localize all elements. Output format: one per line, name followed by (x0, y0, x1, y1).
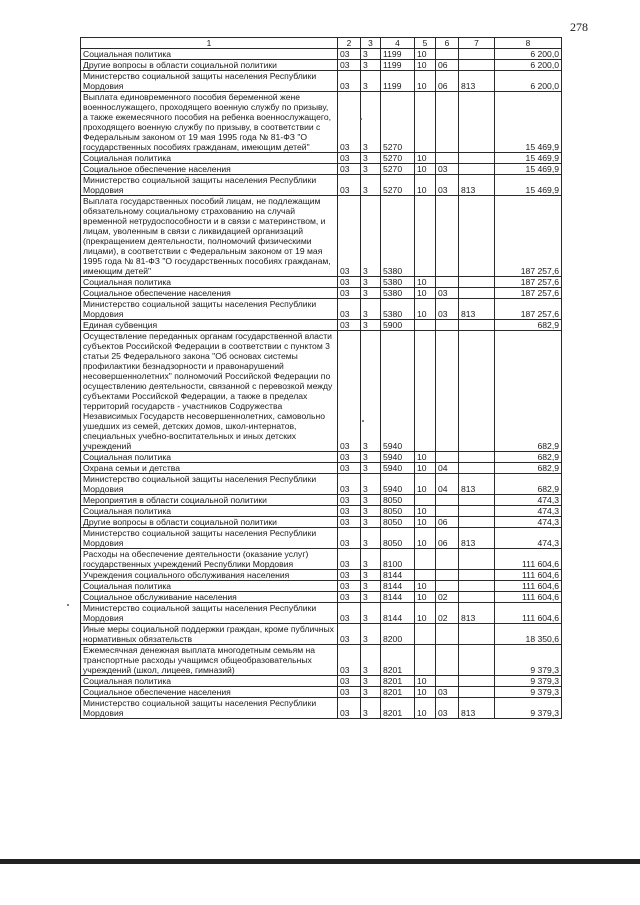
row-name-cell: Выплата единовременного пособия беременной жене военнослужащего, проходящего военную службу по призыву, а также ежемесячного пособия на ребенка военнослужащего, проходящего военную службу по призыву, в соответствии с Федеральным законом от 19 мая 1995 года № 81-ФЗ "О государственных пособиях гражданам, имеющим детей" (81, 92, 338, 153)
code-4-cell: 5270 (381, 153, 415, 164)
code-5-cell: 10 (415, 474, 436, 495)
row-name-cell: Социальная политика (81, 581, 338, 592)
code-4-cell: 8144 (381, 592, 415, 603)
table-row (81, 474, 562, 495)
code-3-cell: 3 (361, 698, 381, 719)
code-5-cell: 10 (415, 676, 436, 687)
code-4-cell: 5380 (381, 288, 415, 299)
code-7-cell (459, 495, 495, 506)
code-4-cell: 8201 (381, 645, 415, 676)
code-5-cell: 10 (415, 463, 436, 474)
amount-cell: 9 379,3 (495, 687, 562, 698)
code-5-cell (415, 570, 436, 581)
code-7-cell (459, 49, 495, 60)
code-7-cell (459, 60, 495, 71)
table-row (81, 452, 562, 463)
table-row (81, 277, 562, 288)
code-6-cell: 02 (436, 603, 459, 624)
code-6-cell: 06 (436, 71, 459, 92)
column-header-7: 7 (459, 38, 495, 49)
row-name-cell: Социальная политика (81, 277, 338, 288)
code-5-cell: 10 (415, 687, 436, 698)
code-5-cell: 10 (415, 175, 436, 196)
code-3-cell: 3 (361, 331, 381, 452)
amount-cell: 474,3 (495, 506, 562, 517)
code-6-cell (436, 49, 459, 60)
code-3-cell: 3 (361, 603, 381, 624)
code-3-cell: 3 (361, 474, 381, 495)
amount-cell: 111 604,6 (495, 549, 562, 570)
code-6-cell (436, 277, 459, 288)
row-name-cell: Министерство социальной защиты населения Республики Мордовия (81, 698, 338, 719)
table-row (81, 592, 562, 603)
table-row (81, 288, 562, 299)
code-5-cell: 10 (415, 60, 436, 71)
code-5-cell (415, 495, 436, 506)
code-4-cell: 5940 (381, 463, 415, 474)
code-3-cell: 3 (361, 549, 381, 570)
code-7-cell (459, 517, 495, 528)
code-6-cell (436, 570, 459, 581)
code-4-cell: 8200 (381, 624, 415, 645)
row-name-cell: Социальная политика (81, 676, 338, 687)
code-6-cell (436, 331, 459, 452)
code-3-cell: 3 (361, 676, 381, 687)
scan-speck (360, 118, 362, 120)
code-7-cell (459, 463, 495, 474)
code-6-cell: 03 (436, 164, 459, 175)
row-name-cell: Министерство социальной защиты населения Республики Мордовия (81, 71, 338, 92)
code-7-cell (459, 331, 495, 452)
code-4-cell: 5900 (381, 320, 415, 331)
code-2-cell: 03 (338, 517, 361, 528)
table-row (81, 698, 562, 719)
code-3-cell: 3 (361, 320, 381, 331)
code-2-cell: 03 (338, 288, 361, 299)
code-5-cell (415, 196, 436, 277)
code-6-cell: 03 (436, 288, 459, 299)
code-4-cell: 8201 (381, 687, 415, 698)
code-6-cell (436, 452, 459, 463)
code-2-cell: 03 (338, 528, 361, 549)
table-row (81, 175, 562, 196)
amount-cell: 682,9 (495, 474, 562, 495)
code-7-cell: 813 (459, 71, 495, 92)
bottom-rule (0, 859, 640, 864)
amount-cell: 111 604,6 (495, 581, 562, 592)
row-name-cell: Ежемесячная денежная выплата многодетным семьям на транспортные расходы учащимся общеобразовательных учреждений (школ, лицеев, гимназий) (81, 645, 338, 676)
table-row (81, 570, 562, 581)
code-5-cell (415, 549, 436, 570)
table-row (81, 549, 562, 570)
code-5-cell (415, 92, 436, 153)
amount-cell: 6 200,0 (495, 60, 562, 71)
code-3-cell: 3 (361, 624, 381, 645)
code-2-cell: 03 (338, 196, 361, 277)
code-3-cell: 3 (361, 592, 381, 603)
code-6-cell (436, 196, 459, 277)
code-2-cell: 03 (338, 320, 361, 331)
code-2-cell: 03 (338, 592, 361, 603)
code-7-cell: 813 (459, 175, 495, 196)
amount-cell: 682,9 (495, 452, 562, 463)
code-3-cell: 3 (361, 71, 381, 92)
row-name-cell: Единая субвенция (81, 320, 338, 331)
code-3-cell: 3 (361, 452, 381, 463)
code-3-cell: 3 (361, 299, 381, 320)
code-6-cell: 06 (436, 517, 459, 528)
header-row (81, 38, 562, 49)
table-row (81, 687, 562, 698)
table-row (81, 196, 562, 277)
amount-cell: 682,9 (495, 320, 562, 331)
code-2-cell: 03 (338, 153, 361, 164)
code-6-cell (436, 624, 459, 645)
code-2-cell: 03 (338, 474, 361, 495)
table-row (81, 645, 562, 676)
amount-cell: 9 379,3 (495, 645, 562, 676)
row-name-cell: Социальная политика (81, 452, 338, 463)
code-7-cell (459, 92, 495, 153)
table-row (81, 164, 562, 175)
amount-cell: 15 469,9 (495, 92, 562, 153)
table-row (81, 60, 562, 71)
code-4-cell: 8050 (381, 528, 415, 549)
code-3-cell: 3 (361, 277, 381, 288)
code-2-cell: 03 (338, 506, 361, 517)
amount-cell: 15 469,9 (495, 164, 562, 175)
code-4-cell: 5380 (381, 196, 415, 277)
code-3-cell: 3 (361, 175, 381, 196)
table-row (81, 463, 562, 474)
code-5-cell (415, 624, 436, 645)
code-7-cell (459, 592, 495, 603)
code-3-cell: 3 (361, 581, 381, 592)
amount-cell: 15 469,9 (495, 153, 562, 164)
code-3-cell: 3 (361, 528, 381, 549)
amount-cell: 111 604,6 (495, 592, 562, 603)
code-7-cell (459, 506, 495, 517)
code-5-cell: 10 (415, 71, 436, 92)
table-row (81, 676, 562, 687)
code-5-cell: 10 (415, 603, 436, 624)
code-3-cell: 3 (361, 60, 381, 71)
code-7-cell (459, 687, 495, 698)
code-2-cell: 03 (338, 603, 361, 624)
code-5-cell (415, 645, 436, 676)
row-name-cell: Охрана семьи и детства (81, 463, 338, 474)
code-4-cell: 5380 (381, 299, 415, 320)
table-row (81, 624, 562, 645)
code-3-cell: 3 (361, 92, 381, 153)
code-3-cell: 3 (361, 687, 381, 698)
code-2-cell: 03 (338, 175, 361, 196)
code-5-cell: 10 (415, 517, 436, 528)
column-header-4: 4 (381, 38, 415, 49)
row-name-cell: Осуществление переданных органам государственной власти субъектов Российской Федерации в соответствии с пунктом 3 статьи 25 Федерального закона "Об основах системы профилактики безнадзорности и правонарушений несовершеннолетних" полномочий Российской Федерации по осуществлению деятельности, связанной с перевозкой между субъектами Российской Федерации, а также в пределах территорий государств - участников Содружества Независимых Государств несовершеннолетних, самовольно ушедших из семей, детских домов, школ-интернатов, специальных учебно-воспитательных и иных детских учреждений (81, 331, 338, 452)
amount-cell: 682,9 (495, 331, 562, 452)
code-2-cell: 03 (338, 71, 361, 92)
scan-speck (362, 420, 364, 422)
code-3-cell: 3 (361, 49, 381, 60)
row-name-cell: Мероприятия в области социальной политики (81, 495, 338, 506)
code-3-cell: 3 (361, 153, 381, 164)
code-6-cell: 06 (436, 60, 459, 71)
amount-cell: 187 257,6 (495, 288, 562, 299)
code-7-cell: 813 (459, 528, 495, 549)
code-7-cell (459, 570, 495, 581)
table-row (81, 320, 562, 331)
row-name-cell: Министерство социальной защиты населения Республики Мордовия (81, 299, 338, 320)
code-3-cell: 3 (361, 506, 381, 517)
code-6-cell: 03 (436, 175, 459, 196)
code-6-cell (436, 549, 459, 570)
code-2-cell: 03 (338, 570, 361, 581)
code-7-cell: 813 (459, 474, 495, 495)
code-7-cell (459, 196, 495, 277)
code-4-cell: 5940 (381, 452, 415, 463)
row-name-cell: Социальное обеспечение населения (81, 288, 338, 299)
row-name-cell: Социальная политика (81, 49, 338, 60)
amount-cell: 474,3 (495, 528, 562, 549)
code-7-cell: 813 (459, 299, 495, 320)
code-4-cell: 8050 (381, 517, 415, 528)
table-row (81, 581, 562, 592)
code-2-cell: 03 (338, 164, 361, 175)
table-row (81, 506, 562, 517)
column-header-3: 3 (361, 38, 381, 49)
code-2-cell: 03 (338, 463, 361, 474)
amount-cell: 6 200,0 (495, 49, 562, 60)
code-5-cell: 10 (415, 506, 436, 517)
code-3-cell: 3 (361, 495, 381, 506)
code-4-cell: 5940 (381, 474, 415, 495)
code-6-cell: 04 (436, 474, 459, 495)
code-4-cell: 1199 (381, 60, 415, 71)
table-row (81, 49, 562, 60)
amount-cell: 474,3 (495, 517, 562, 528)
code-4-cell: 1199 (381, 49, 415, 60)
amount-cell: 187 257,6 (495, 299, 562, 320)
code-6-cell: 02 (436, 592, 459, 603)
page-number: 278 (570, 20, 588, 34)
code-7-cell (459, 153, 495, 164)
row-name-cell: Другие вопросы в области социальной политики (81, 517, 338, 528)
code-2-cell: 03 (338, 687, 361, 698)
code-6-cell: 06 (436, 528, 459, 549)
row-name-cell: Социальная политика (81, 506, 338, 517)
code-5-cell (415, 320, 436, 331)
code-6-cell (436, 581, 459, 592)
code-6-cell: 04 (436, 463, 459, 474)
table-row (81, 299, 562, 320)
budget-table (80, 37, 562, 719)
table-row (81, 495, 562, 506)
row-name-cell: Социальная политика (81, 153, 338, 164)
code-5-cell: 10 (415, 49, 436, 60)
code-2-cell: 03 (338, 495, 361, 506)
code-5-cell (415, 331, 436, 452)
code-5-cell: 10 (415, 164, 436, 175)
amount-cell: 9 379,3 (495, 698, 562, 719)
table-row (81, 71, 562, 92)
amount-cell: 682,9 (495, 463, 562, 474)
code-5-cell: 10 (415, 277, 436, 288)
code-7-cell (459, 320, 495, 331)
code-5-cell: 10 (415, 153, 436, 164)
code-6-cell: 03 (436, 299, 459, 320)
code-4-cell: 8050 (381, 495, 415, 506)
code-2-cell: 03 (338, 698, 361, 719)
code-3-cell: 3 (361, 570, 381, 581)
table-row (81, 603, 562, 624)
amount-cell: 111 604,6 (495, 570, 562, 581)
column-header-1: 1 (81, 38, 338, 49)
column-header-8: 8 (495, 38, 562, 49)
code-4-cell: 1199 (381, 71, 415, 92)
code-2-cell: 03 (338, 624, 361, 645)
row-name-cell: Социальное обеспечение населения (81, 687, 338, 698)
code-6-cell (436, 92, 459, 153)
code-3-cell: 3 (361, 463, 381, 474)
code-2-cell: 03 (338, 277, 361, 288)
code-6-cell (436, 495, 459, 506)
row-name-cell: Социальное обеспечение населения (81, 164, 338, 175)
table-row (81, 528, 562, 549)
code-2-cell: 03 (338, 452, 361, 463)
code-3-cell: 3 (361, 196, 381, 277)
code-7-cell (459, 288, 495, 299)
column-header-6: 6 (436, 38, 459, 49)
code-2-cell: 03 (338, 549, 361, 570)
code-5-cell: 10 (415, 288, 436, 299)
code-7-cell: 813 (459, 603, 495, 624)
code-6-cell: 03 (436, 698, 459, 719)
code-7-cell: 813 (459, 698, 495, 719)
code-4-cell: 8201 (381, 676, 415, 687)
code-6-cell (436, 645, 459, 676)
code-4-cell: 8144 (381, 570, 415, 581)
code-2-cell: 03 (338, 92, 361, 153)
code-6-cell (436, 153, 459, 164)
code-6-cell (436, 320, 459, 331)
table-row (81, 153, 562, 164)
amount-cell: 6 200,0 (495, 71, 562, 92)
code-4-cell: 8144 (381, 581, 415, 592)
row-name-cell: Выплата государственных пособий лицам, не подлежащим обязательному социальному страхованию на случай временной нетрудоспособности и в связи с материнством, и лицам, уволенным в связи с ликвидацией организаций (прекращением деятельности, полномочий физическими лицами), в соответствии с Федеральным законом от 19 мая 1995 года № 81-ФЗ "О государственных пособиях гражданам, имеющим детей" (81, 196, 338, 277)
code-7-cell (459, 452, 495, 463)
row-name-cell: Другие вопросы в области социальной политики (81, 60, 338, 71)
row-name-cell: Социальное обслуживание населения (81, 592, 338, 603)
amount-cell: 111 604,6 (495, 603, 562, 624)
code-5-cell: 10 (415, 299, 436, 320)
code-4-cell: 8050 (381, 506, 415, 517)
code-7-cell (459, 676, 495, 687)
table-row (81, 517, 562, 528)
code-4-cell: 5270 (381, 175, 415, 196)
code-4-cell: 5940 (381, 331, 415, 452)
amount-cell: 15 469,9 (495, 175, 562, 196)
code-4-cell: 8100 (381, 549, 415, 570)
amount-cell: 187 257,6 (495, 196, 562, 277)
row-name-cell: Учреждения социального обслуживания населения (81, 570, 338, 581)
code-3-cell: 3 (361, 645, 381, 676)
code-3-cell: 3 (361, 164, 381, 175)
code-2-cell: 03 (338, 331, 361, 452)
row-name-cell: Расходы на обеспечение деятельности (оказание услуг) государственных учреждений Республики Мордовия (81, 549, 338, 570)
code-2-cell: 03 (338, 645, 361, 676)
amount-cell: 9 379,3 (495, 676, 562, 687)
code-4-cell: 5270 (381, 164, 415, 175)
code-4-cell: 8201 (381, 698, 415, 719)
code-4-cell: 5380 (381, 277, 415, 288)
code-6-cell: 03 (436, 687, 459, 698)
row-name-cell: Министерство социальной защиты населения Республики Мордовия (81, 603, 338, 624)
code-4-cell: 8144 (381, 603, 415, 624)
code-5-cell: 10 (415, 698, 436, 719)
code-7-cell (459, 624, 495, 645)
code-6-cell (436, 506, 459, 517)
column-header-2: 2 (338, 38, 361, 49)
code-5-cell: 10 (415, 452, 436, 463)
code-3-cell: 3 (361, 517, 381, 528)
amount-cell: 187 257,6 (495, 277, 562, 288)
code-5-cell: 10 (415, 528, 436, 549)
code-2-cell: 03 (338, 60, 361, 71)
amount-cell: 474,3 (495, 495, 562, 506)
row-name-cell: Министерство социальной защиты населения Республики Мордовия (81, 528, 338, 549)
code-7-cell (459, 581, 495, 592)
amount-cell: 18 350,6 (495, 624, 562, 645)
table-row (81, 92, 562, 153)
scan-speck (67, 604, 69, 606)
code-6-cell (436, 676, 459, 687)
row-name-cell: Министерство социальной защиты населения Республики Мордовия (81, 175, 338, 196)
code-7-cell (459, 164, 495, 175)
row-name-cell: Министерство социальной защиты населения Республики Мордовия (81, 474, 338, 495)
code-7-cell (459, 277, 495, 288)
code-2-cell: 03 (338, 676, 361, 687)
code-7-cell (459, 549, 495, 570)
code-7-cell (459, 645, 495, 676)
code-2-cell: 03 (338, 49, 361, 60)
code-5-cell: 10 (415, 592, 436, 603)
code-4-cell: 5270 (381, 92, 415, 153)
code-2-cell: 03 (338, 299, 361, 320)
code-2-cell: 03 (338, 581, 361, 592)
code-5-cell: 10 (415, 581, 436, 592)
code-3-cell: 3 (361, 288, 381, 299)
row-name-cell: Иные меры социальной поддержки граждан, кроме публичных нормативных обязательств (81, 624, 338, 645)
column-header-5: 5 (415, 38, 436, 49)
table-row (81, 331, 562, 452)
